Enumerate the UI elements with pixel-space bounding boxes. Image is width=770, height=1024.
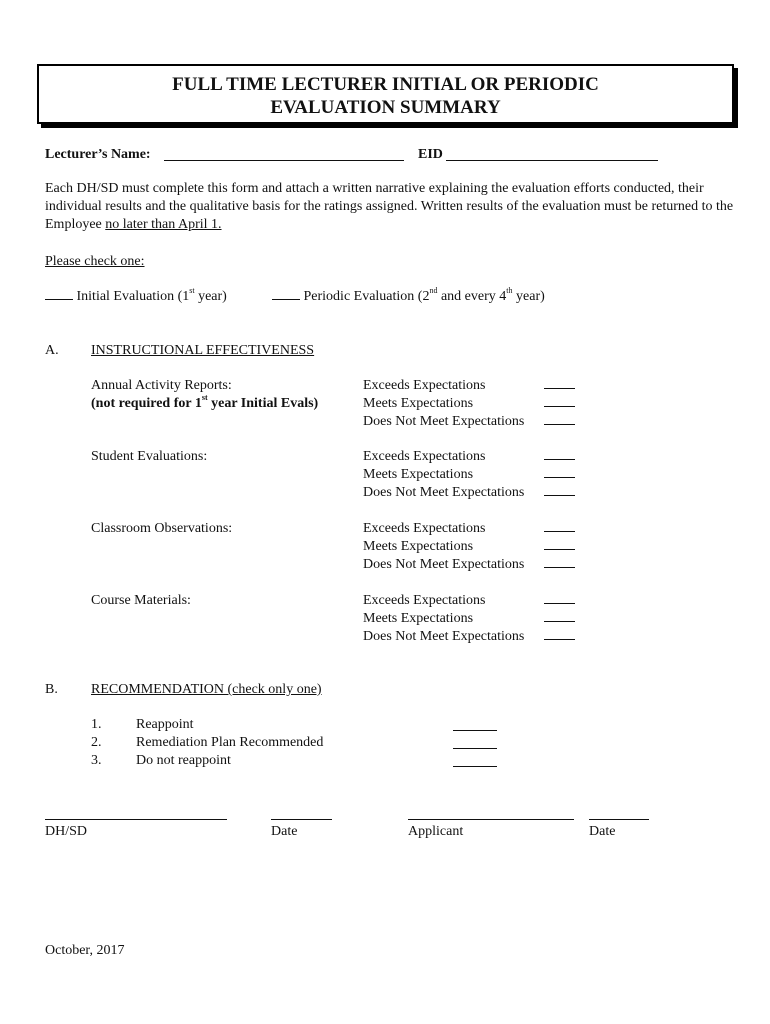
initial-evaluation-suffix: year) (194, 289, 227, 304)
category-student-evaluations: Student Evaluations: (91, 449, 208, 464)
rating-label: Exceeds Expectations (363, 521, 486, 536)
deadline-text: no later than April 1. (105, 217, 222, 232)
rating-row (363, 538, 575, 556)
form-title-line-1: FULL TIME LECTURER INITIAL OR PERIODIC (172, 74, 599, 95)
periodic-evaluation-sup-1: nd (429, 286, 438, 296)
eid-label: EID (418, 147, 443, 162)
lecturer-name-label: Lecturer’s Name: (45, 147, 151, 162)
applicant-signature-label: Applicant (408, 824, 464, 839)
rating-label: Does Not Meet Expectations (363, 414, 525, 429)
rating-label: Does Not Meet Expectations (363, 485, 525, 500)
recommendation-do-not-reappoint: Do not reappoint (136, 753, 231, 768)
recommendation-remediation: Remediation Plan Recommended (136, 735, 324, 750)
category-classroom-observations: Classroom Observations: (91, 521, 233, 536)
rating-checkbox[interactable] (544, 628, 575, 640)
rating-row (363, 592, 575, 610)
recommendation-reappoint: Reappoint (136, 717, 194, 732)
rating-checkbox[interactable] (544, 484, 575, 496)
category-annual-activity-reports: Annual Activity Reports: (91, 378, 232, 393)
student-evaluations-ratings (363, 448, 575, 502)
rating-checkbox[interactable] (544, 466, 575, 478)
rating-label: Meets Expectations (363, 467, 474, 482)
periodic-evaluation-prefix: Periodic Evaluation (2 (303, 289, 430, 304)
dhsd-signature-line[interactable] (45, 819, 227, 820)
classroom-observations-ratings (363, 520, 575, 574)
initial-evaluation-option (45, 288, 227, 306)
rating-checkbox[interactable] (544, 592, 575, 604)
section-a-letter: A. (45, 343, 59, 358)
rating-checkbox[interactable] (544, 448, 575, 460)
recommendation-number: 1. (91, 717, 102, 732)
rating-checkbox[interactable] (544, 395, 575, 407)
initial-evaluation-checkbox[interactable] (45, 288, 73, 300)
recommendation-number: 3. (91, 753, 102, 768)
instructions-text: Each DH/SD must complete this form and attach a written narrative explaining the evaluation efforts conducted, their individual results and the qualitative basis for the ratings assigned. Written results of the evaluation must be returned to the Employee (45, 181, 734, 232)
applicant-date-label: Date (589, 824, 616, 839)
lecturer-name-field[interactable] (164, 146, 404, 161)
rating-checkbox[interactable] (544, 520, 575, 532)
rating-label: Exceeds Expectations (363, 449, 486, 464)
rating-row (363, 628, 575, 646)
recommendation-number: 2. (91, 735, 102, 750)
rating-label: Does Not Meet Expectations (363, 557, 525, 572)
reappoint-checkbox[interactable] (453, 718, 497, 731)
do-not-reappoint-checkbox[interactable] (453, 754, 497, 767)
section-b-letter: B. (45, 682, 58, 697)
annual-reports-note-suffix: year Initial Evals) (207, 396, 319, 411)
rating-row (363, 413, 575, 431)
initial-evaluation-prefix: Initial Evaluation (1 (76, 289, 190, 304)
rating-row (363, 484, 575, 502)
check-one-label: Please check one: (45, 254, 145, 269)
applicant-signature-line[interactable] (408, 819, 574, 820)
eid-field[interactable] (446, 146, 658, 161)
rating-row (363, 610, 575, 628)
periodic-evaluation-option (272, 288, 545, 306)
section-b-heading: RECOMMENDATION (check only one) (91, 682, 322, 697)
rating-label: Meets Expectations (363, 396, 474, 411)
title-box (37, 64, 734, 124)
form-title-line-2: EVALUATION SUMMARY (270, 97, 501, 118)
rating-checkbox[interactable] (544, 556, 575, 568)
dhsd-date-line[interactable] (271, 819, 332, 820)
rating-row (363, 520, 575, 538)
periodic-evaluation-sup-2: th (506, 286, 513, 296)
rating-row (363, 466, 575, 484)
annual-reports-note-sup: st (201, 393, 208, 403)
rating-label: Does Not Meet Expectations (363, 629, 525, 644)
category-course-materials: Course Materials: (91, 593, 191, 608)
initial-evaluation-sup: st (189, 286, 195, 296)
rating-row (363, 448, 575, 466)
annual-reports-note (91, 395, 318, 413)
section-a-heading: INSTRUCTIONAL EFFECTIVENESS (91, 343, 315, 358)
dhsd-signature-label: DH/SD (45, 824, 88, 839)
remediation-checkbox[interactable] (453, 736, 497, 749)
rating-label: Meets Expectations (363, 611, 474, 626)
rating-row (363, 395, 575, 413)
rating-checkbox[interactable] (544, 538, 575, 550)
annual-reports-ratings (363, 377, 575, 431)
instructions-paragraph (45, 180, 735, 234)
rating-label: Exceeds Expectations (363, 593, 486, 608)
annual-reports-note-prefix: (not required for 1 (91, 396, 202, 411)
rating-label: Meets Expectations (363, 539, 474, 554)
rating-row (363, 377, 575, 395)
footer-date: October, 2017 (45, 943, 125, 958)
dhsd-date-label: Date (271, 824, 298, 839)
rating-checkbox[interactable] (544, 377, 575, 389)
rating-label: Exceeds Expectations (363, 378, 486, 393)
rating-row (363, 556, 575, 574)
periodic-evaluation-checkbox[interactable] (272, 288, 300, 300)
periodic-evaluation-suffix: year) (512, 289, 545, 304)
applicant-date-line[interactable] (589, 819, 649, 820)
periodic-evaluation-middle: and every 4 (437, 289, 507, 304)
rating-checkbox[interactable] (544, 413, 575, 425)
course-materials-ratings (363, 592, 575, 646)
rating-checkbox[interactable] (544, 610, 575, 622)
